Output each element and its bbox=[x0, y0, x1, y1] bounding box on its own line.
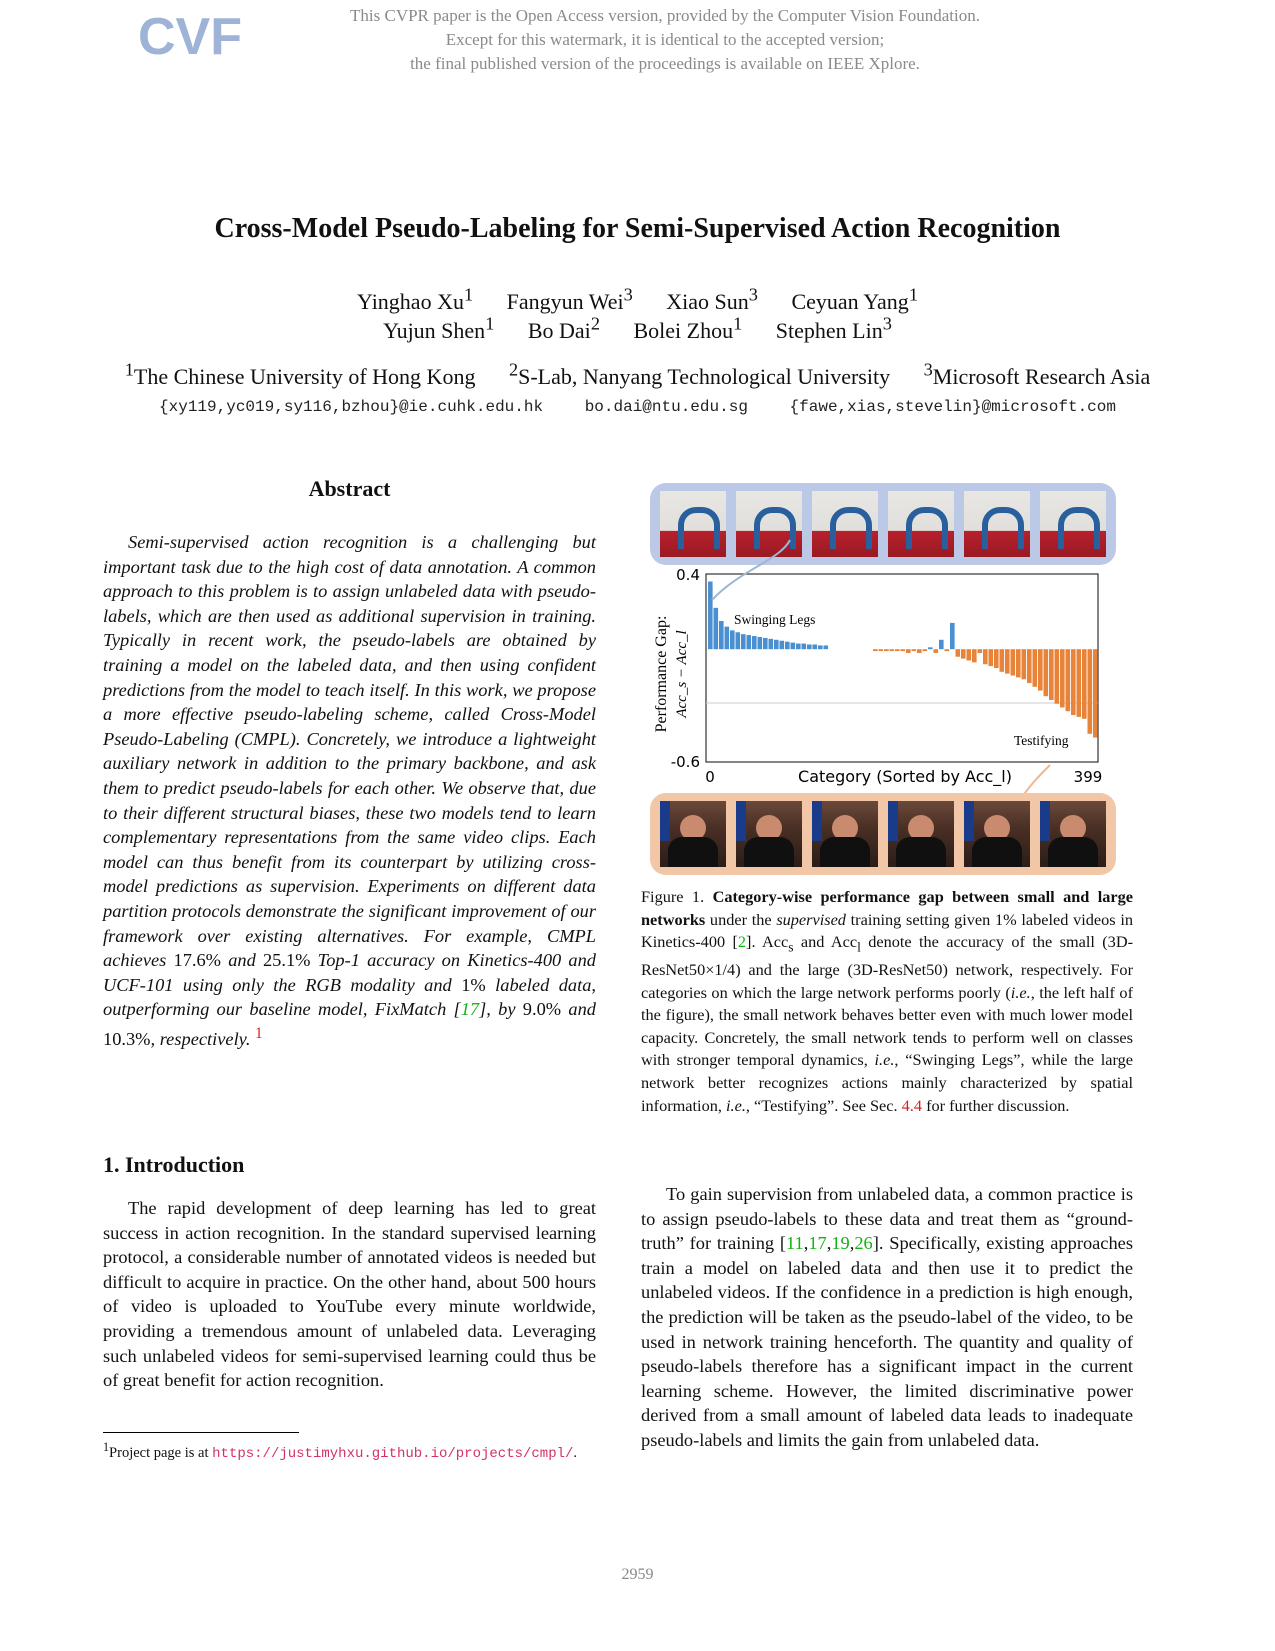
watermark-notice bbox=[300, 4, 1030, 76]
chart-bar bbox=[1077, 649, 1082, 717]
abstract-heading: Abstract bbox=[308, 476, 391, 501]
author: Xiao Sun$^3$ bbox=[666, 285, 758, 315]
chart-bar bbox=[961, 649, 966, 658]
watermark-line: This CVPR paper is the Open Access version, provided by the Computer Vision Foundation. bbox=[350, 6, 980, 25]
chart-bar bbox=[956, 649, 961, 657]
chart-bar bbox=[741, 634, 746, 649]
chart-bar bbox=[879, 649, 884, 651]
footnote-link[interactable]: 1 bbox=[255, 1024, 263, 1042]
affiliation: $^2$S-Lab, Nanyang Technological University bbox=[508, 360, 891, 390]
email: {xy119,yc019,sy116,bzhou}@ie.cuhk.edu.hk bbox=[159, 398, 544, 416]
annotation-swinging-legs: Swinging Legs bbox=[734, 612, 816, 627]
chart-bar bbox=[972, 649, 977, 662]
chart-bar bbox=[791, 643, 796, 650]
y-tick-label: -0.6 bbox=[670, 753, 700, 771]
video-frame bbox=[736, 491, 802, 557]
video-frame bbox=[660, 491, 726, 557]
footnote: $^1$Project page is at https://justimyhxu.github.io/projects/cmpl/. bbox=[103, 1440, 578, 1462]
video-frame bbox=[660, 801, 726, 867]
chart-bar bbox=[912, 649, 917, 651]
author: Fangyun Wei$^3$ bbox=[506, 285, 633, 315]
chart-bar bbox=[1027, 649, 1032, 683]
affiliation: $^3$Microsoft Research Asia bbox=[923, 360, 1151, 390]
chart-bar bbox=[989, 649, 994, 666]
author: Bolei Zhou$^1$ bbox=[633, 314, 743, 344]
chart-bar bbox=[824, 645, 829, 649]
chart-bar bbox=[714, 608, 719, 649]
chart-bar bbox=[906, 649, 911, 653]
citation-link[interactable]: 26 bbox=[854, 1233, 873, 1254]
intro-paragraph: To gain supervision from unlabeled data, a common practice is to assign pseudo-labels to these data and treat them as “ground-truth” for training [11,17,19,26]. Specifically, existing approaches train a model on labeled data and then use it to predict the unlabeled videos. If the confidence in a prediction is high enough, the prediction will be taken as the pseudo-label of the video, to be used in network training henceforth. The quantity and quality of pseudo-labels therefore has a significant impact in the current learning scheme. However, the limited discriminative power derived from a small amount of labeled data leads to inadequate pseudo-labels and limits the gain from unlabeled data. bbox=[641, 1184, 1133, 1450]
video-frame bbox=[964, 491, 1030, 557]
video-frame bbox=[812, 491, 878, 557]
author: Ceyuan Yang$^1$ bbox=[791, 285, 918, 315]
chart-bar bbox=[802, 644, 807, 650]
citation-link[interactable]: 17 bbox=[808, 1233, 827, 1254]
chart-bar bbox=[884, 649, 889, 651]
y-tick-label: 0.4 bbox=[676, 566, 700, 584]
chart-bar bbox=[1038, 649, 1043, 690]
chart-bar bbox=[1088, 649, 1093, 734]
cvf-logo bbox=[138, 8, 242, 68]
chart-bar bbox=[1016, 649, 1021, 677]
chart-bar bbox=[994, 649, 999, 668]
chart-bar bbox=[813, 645, 818, 650]
author-row bbox=[0, 314, 1275, 344]
chart-bar bbox=[730, 630, 735, 649]
email-row bbox=[0, 398, 1275, 416]
chart-bar bbox=[774, 640, 779, 649]
chart-bar bbox=[895, 649, 900, 651]
video-frame bbox=[1040, 491, 1106, 557]
chart-bar bbox=[950, 623, 955, 649]
x-axis-label: Category (Sorted by Acc_l) bbox=[798, 767, 1012, 786]
paper-title: Cross-Model Pseudo-Labeling for Semi-Supervised Action Recognition bbox=[214, 213, 1061, 244]
chart-bar bbox=[818, 645, 823, 649]
chart-bar bbox=[780, 641, 785, 649]
x-tick-label: 399 bbox=[1073, 768, 1103, 786]
video-frame bbox=[964, 801, 1030, 867]
chart-bar bbox=[873, 649, 878, 651]
bottom-frame-strip bbox=[650, 793, 1116, 875]
watermark-line: the final published version of the proceedings is available on IEEE Xplore. bbox=[410, 54, 920, 73]
footnote-rule bbox=[103, 1432, 299, 1433]
citation-link[interactable]: 19 bbox=[831, 1233, 850, 1254]
chart-bar bbox=[763, 638, 768, 649]
email: {fawe,xias,stevelin}@microsoft.com bbox=[789, 398, 1116, 416]
chart-bar bbox=[1011, 649, 1016, 675]
video-frame bbox=[888, 801, 954, 867]
chart-bar bbox=[1093, 649, 1098, 737]
page-number: 2959 bbox=[621, 1566, 654, 1583]
video-frame bbox=[1040, 801, 1106, 867]
chart-bar bbox=[708, 582, 713, 650]
section-link[interactable]: 4.4 bbox=[901, 1095, 923, 1115]
chart-bar bbox=[1055, 649, 1060, 704]
chart-bar bbox=[901, 649, 906, 651]
chart-bar bbox=[1000, 649, 1005, 672]
email: bo.dai@ntu.edu.sg bbox=[584, 398, 748, 416]
citation-link[interactable]: 2 bbox=[737, 932, 747, 952]
chart-bar bbox=[752, 636, 757, 649]
y-axis-label: Acc_s − Acc_l bbox=[674, 630, 690, 718]
chart-bar bbox=[1082, 649, 1087, 719]
project-url-link[interactable]: https://justimyhxu.github.io/projects/cmpl/ bbox=[212, 1445, 574, 1462]
affiliation: $^1$The Chinese University of Hong Kong bbox=[124, 360, 476, 390]
chart-bar bbox=[1022, 649, 1027, 679]
chart-bar bbox=[1049, 649, 1054, 700]
chart-bar bbox=[945, 649, 950, 651]
x-tick-label: 0 bbox=[705, 768, 715, 786]
chart-bar bbox=[719, 621, 724, 649]
chart-bar bbox=[769, 639, 774, 649]
chart-bar bbox=[939, 640, 944, 649]
video-frame bbox=[736, 801, 802, 867]
chart-bar bbox=[758, 637, 763, 649]
affiliation-row bbox=[0, 360, 1275, 390]
chart-bar bbox=[807, 645, 812, 650]
watermark-line: Except for this watermark, it is identical to the accepted version; bbox=[445, 30, 885, 49]
author: Yujun Shen$^1$ bbox=[383, 314, 495, 344]
author: Stephen Lin$^3$ bbox=[775, 314, 892, 344]
video-frame bbox=[888, 491, 954, 557]
chart-bar bbox=[1071, 649, 1076, 715]
intro-paragraph: The rapid development of deep learning has led to great success in action recognition. In the standard supervised learning protocol, a considerable number of annotated videos is needed but difficult to acquire in practice. On the other hand, about 500 hours of video is uploaded to YouTube every minute worldwide, providing a tremendous amount of unlabeled data. Leveraging such unlabeled videos for semi-supervised learning could thus be of great benefit for action recognition. bbox=[103, 1198, 596, 1391]
author-row bbox=[0, 285, 1275, 315]
performance-gap-chart bbox=[640, 560, 1120, 800]
citation-link[interactable]: 11 bbox=[786, 1233, 804, 1254]
chart-bar bbox=[923, 649, 928, 651]
chart-bar bbox=[983, 649, 988, 664]
abstract-text: Semi-supervised action recognition is a challenging but important task due to the high cost of data annotation. A common approach to this problem is to assign unlabeled data with pseudo-labels, which are then used as additional supervision in training. Typically in recent work, the pseudo-labels are obtained by training a model on the labeled data, and then using confident predictions from the model to teach itself. In this work, we propose a more effective pseudo-labeling scheme, called Cross-Model Pseudo-Labeling (CMPL). Concretely, we introduce a lightweight auxiliary network in addition to the primary backbone, and ask them to predict pseudo-labels for each other. We observe that, due to their different structural biases, these two models tend to learn complementary representations from the same video clips. Each model can thus benefit from its counterpart by utilizing cross-model predictions as supervision. Experiments on different data partition protocols demonstrate the significant improvement of our framework over existing alternatives. For example, CMPL achieves 17.6% and 25.1% Top-1 accuracy on Kinetics-400 and UCF-101 using only the RGB modality and 1% labeled data, outperforming our baseline model, FixMatch [17], by 9.0% and 10.3%, respectively. $^1$ bbox=[103, 532, 597, 1049]
chart-bar bbox=[747, 635, 752, 649]
video-frame bbox=[812, 801, 878, 867]
section-heading: 1. Introduction bbox=[103, 1152, 245, 1177]
y-axis-label: Performance Gap: bbox=[653, 615, 670, 733]
annotation-testifying: Testifying bbox=[1014, 733, 1069, 748]
chart-bar bbox=[978, 649, 983, 653]
chart-bar bbox=[1060, 649, 1065, 707]
author: Yinghao Xu$^1$ bbox=[357, 285, 474, 315]
figure-caption: Figure 1. Category-wise performance gap between small and large networks under the supervised training setting given 1% labeled videos in Kinetics-400 [2]. Acc$_s$ and Acc$_l$ denote the accuracy of the small (3D-ResNet50×1/4) and the large (3D-ResNet50) network, respectively. For categories on which the large network performs poorly (i.e., the left half of the figure), the small network behaves better even with much lower model capacity. Concretely, the small network tends to perform well on classes with stronger temporal dynamics, i.e., “Swinging Legs”, while the large network better recognizes actions mainly characterized by spatial information, i.e., “Testifying”. See Sec. 4.4 for further discussion. bbox=[641, 887, 1134, 1115]
cvf-logo-text: CVF bbox=[138, 8, 242, 66]
chart-bar bbox=[1044, 649, 1049, 696]
chart-bar bbox=[736, 632, 741, 649]
chart-bar bbox=[890, 649, 895, 651]
chart-bar bbox=[1066, 649, 1071, 711]
chart-bar bbox=[917, 649, 922, 653]
chart-bar bbox=[796, 644, 801, 650]
chart-bar bbox=[1033, 649, 1038, 687]
chart-bar bbox=[928, 647, 933, 649]
chart-bar bbox=[1005, 649, 1010, 673]
chart-bar bbox=[785, 642, 790, 650]
author: Bo Dai$^2$ bbox=[527, 314, 600, 344]
top-frame-strip bbox=[650, 483, 1116, 565]
chart-bar bbox=[725, 627, 730, 650]
chart-bar bbox=[934, 649, 939, 653]
chart-bar bbox=[967, 649, 972, 660]
citation-link[interactable]: 17 bbox=[460, 999, 480, 1020]
